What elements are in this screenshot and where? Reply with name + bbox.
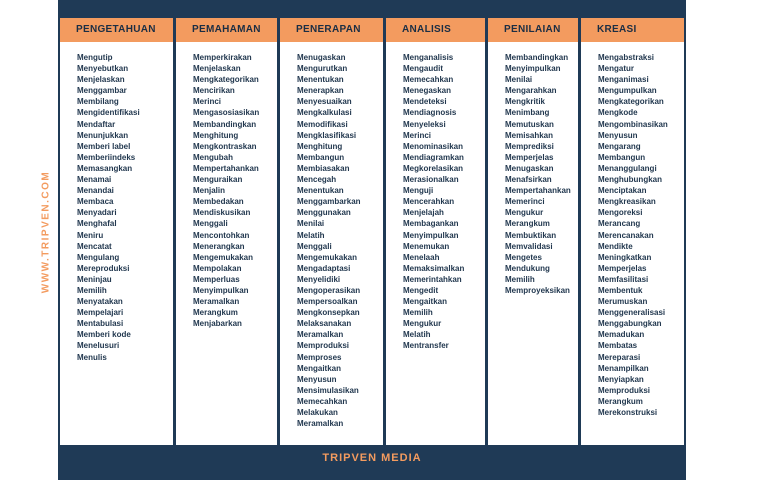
list-item: Menafsirkan — [505, 175, 552, 185]
list-item: Mencontohkan — [193, 230, 250, 240]
list-item: Mentransfer — [403, 341, 449, 351]
list-item: Memodifikasi — [297, 119, 348, 129]
list-item: Mengaitkan — [403, 297, 448, 307]
column-penilaian — [488, 18, 578, 445]
list-item: Menandai — [77, 186, 114, 196]
list-item: Menyusun — [297, 374, 337, 384]
list-item: Memilih — [77, 285, 107, 295]
list-item: Menyiapkan — [598, 374, 644, 384]
list-item: Mencerahkan — [403, 197, 455, 207]
list-item: Mendiagnosis — [403, 108, 457, 118]
list-item: Mengoreksi — [598, 208, 643, 218]
list-item: Menyebutkan — [77, 64, 129, 74]
list-item: Mengkategorikan — [598, 97, 664, 107]
list-item: Menghubungkan — [598, 175, 662, 185]
list-item: Menganalisis — [403, 53, 454, 62]
list-item: Menugaskan — [297, 53, 346, 62]
list-item: Merekonstruksi — [598, 408, 658, 417]
list-item: Mengkritik — [505, 97, 546, 107]
list-item: Mengkategorikan — [193, 75, 259, 85]
list-item: Mengedit — [403, 285, 439, 295]
list-item: Memproduksi — [297, 341, 350, 351]
list-item: Megkorelasikan — [403, 163, 464, 173]
list-item: Meramalkan — [193, 297, 240, 307]
list-item: Mengarahkan — [505, 86, 557, 96]
list-item: Mendeteksi — [403, 97, 447, 107]
column-header: KREASI — [581, 18, 684, 42]
list-item: Mentabulasi — [77, 319, 124, 329]
list-item: Mengoperasikan — [297, 285, 361, 295]
column-header: ANALISIS — [386, 18, 485, 42]
list-item: Mengasosiasikan — [193, 108, 260, 118]
list-item: Mengklasifikasi — [297, 130, 357, 140]
list-item: Menampilkan — [598, 363, 649, 373]
verb-list — [581, 42, 684, 418]
list-item: Melaksanakan — [297, 319, 352, 329]
list-item: Merangkum — [598, 396, 643, 406]
list-item: Memerinci — [505, 197, 545, 207]
list-item: Memutuskan — [505, 119, 554, 129]
column-header: PENILAIAN — [488, 18, 578, 42]
list-item: Memperkirakan — [193, 53, 252, 62]
list-item: Memerintahkan — [403, 274, 462, 284]
list-item: Memilih — [505, 274, 535, 284]
list-item: Menulis — [77, 352, 107, 362]
list-item: Menamai — [77, 175, 112, 185]
list-item: Merancang — [598, 219, 641, 229]
list-item: Meniru — [77, 230, 104, 240]
list-item: Memberi kode — [77, 330, 131, 340]
list-item: Merinci — [403, 130, 432, 140]
list-item: Meningkatkan — [598, 252, 652, 262]
list-item: Memperjelas — [598, 263, 647, 273]
list-item: Menanggulangi — [598, 163, 657, 173]
list-item: Mengkreasikan — [598, 197, 656, 207]
list-item: Membangun — [297, 152, 345, 162]
list-item: Membiasakan — [297, 163, 350, 173]
list-item: Menghitung — [193, 130, 239, 140]
list-item: Mempersoalkan — [297, 297, 358, 307]
list-item: Menjalin — [193, 186, 226, 196]
list-item: Menimbang — [505, 108, 550, 118]
list-item: Memecahkan — [403, 75, 454, 85]
list-item: Menyimpulkan — [505, 64, 561, 74]
list-item: Menilai — [505, 75, 533, 85]
list-item: Meninjau — [77, 274, 112, 284]
list-item: Mengidentifikasi — [77, 108, 140, 118]
list-item: Menggali — [193, 219, 228, 229]
list-item: Menggabungkan — [598, 319, 662, 329]
column-header: PEMAHAMAN — [176, 18, 277, 42]
column-header: PENERAPAN — [280, 18, 383, 42]
list-item: Menilai — [297, 219, 325, 229]
list-item: Mendukung — [505, 263, 550, 273]
list-item: Mengetes — [505, 252, 542, 262]
list-item: Meramalkan — [297, 330, 344, 340]
list-item: Menyusun — [598, 130, 638, 140]
list-item: Menghitung — [297, 141, 343, 151]
list-item: Mencirikan — [193, 86, 235, 96]
list-item: Memadukan — [598, 330, 645, 340]
list-item: Menyadari — [77, 208, 117, 218]
list-item: Mengkalkulasi — [297, 108, 352, 118]
list-item: Memprediksi — [505, 141, 554, 151]
list-item: Melakukan — [297, 408, 338, 417]
list-item: Menyimpulkan — [193, 285, 249, 295]
list-item: Menerapkan — [297, 86, 344, 96]
list-item: Menyeleksi — [403, 119, 446, 129]
list-item: Menunjukkan — [77, 130, 129, 140]
list-item: Memproduksi — [598, 385, 651, 395]
list-item: Membaca — [77, 197, 114, 207]
list-item: Membedakan — [193, 197, 244, 207]
column-pengetahuan — [60, 18, 173, 445]
list-item: Menyatakan — [77, 297, 123, 307]
column-header: PENGETAHUAN — [60, 18, 173, 42]
list-item: Mensimulasikan — [297, 385, 359, 395]
list-item: Mendikte — [598, 241, 633, 251]
list-item: Memasangkan — [77, 163, 133, 173]
list-item: Memberiindeks — [77, 152, 136, 162]
list-item: Memproses — [297, 352, 342, 362]
verb-list — [488, 42, 578, 296]
list-item: Memisahkan — [505, 130, 554, 140]
website-url-vertical: WWW.TRIPVEN.COM — [40, 170, 52, 294]
list-item: Memecahkan — [297, 396, 348, 406]
list-item: Melatih — [403, 330, 431, 340]
list-item: Mengarang — [598, 141, 641, 151]
list-item: Menggunakan — [297, 208, 351, 218]
list-item: Melatih — [297, 230, 325, 240]
list-item: Menentukan — [297, 75, 344, 85]
list-item: Mengabstraksi — [598, 53, 655, 62]
list-item: Mengukur — [505, 208, 544, 218]
list-item: Menghafal — [77, 219, 117, 229]
list-item: Mengemukakan — [297, 252, 358, 262]
list-item: Mendiagramkan — [403, 152, 464, 162]
footer-brand: TRIPVEN MEDIA — [322, 452, 422, 464]
list-item: Menominasikan — [403, 141, 464, 151]
column-penerapan — [280, 18, 383, 445]
list-item: Memproyeksikan — [505, 285, 570, 295]
list-item: Menyesuaikan — [297, 97, 352, 107]
list-item: Mengaudit — [403, 64, 443, 74]
list-item: Menemukan — [403, 241, 450, 251]
list-item: Memaksimalkan — [403, 263, 465, 273]
list-item: Memilih — [403, 308, 433, 318]
list-item: Menganimasi — [598, 75, 649, 85]
column-kreasi — [581, 18, 684, 445]
list-item: Menyelidiki — [297, 274, 341, 284]
list-item: Memberi label — [77, 141, 131, 151]
list-item: Membentuk — [598, 285, 643, 295]
list-item: Mengaitkan — [297, 363, 342, 373]
list-item: Menguji — [403, 186, 434, 196]
list-item: Mendaftar — [77, 119, 116, 129]
list-item: Merencanakan — [598, 230, 654, 240]
list-item: Mempelajari — [77, 308, 124, 318]
list-item: Menguraikan — [193, 175, 243, 185]
list-item: Merumuskan — [598, 297, 648, 307]
list-item: Menggambarkan — [297, 197, 361, 207]
list-item: Menelaah — [403, 252, 440, 262]
list-item: Mengkonsepkan — [297, 308, 360, 318]
list-item: Mempertahankan — [505, 186, 571, 196]
list-item: Membandingkan — [505, 53, 569, 62]
list-item: Membilang — [77, 97, 119, 107]
verb-list — [176, 42, 277, 329]
list-item: Menerangkan — [193, 241, 245, 251]
list-item: Mendiskusikan — [193, 208, 251, 218]
list-item: Mengkontraskan — [193, 141, 257, 151]
list-item: Merangkum — [193, 308, 238, 318]
list-item: Merinci — [193, 97, 222, 107]
verb-list — [280, 42, 383, 429]
list-item: Menjelaskan — [193, 64, 241, 74]
list-item: Mengemukakan — [193, 252, 254, 262]
list-item: Mencatat — [77, 241, 112, 251]
list-item: Mereparasi — [598, 352, 641, 362]
list-item: Mengombinasikan — [598, 119, 668, 129]
list-item: Mengulang — [77, 252, 120, 262]
list-item: Menugaskan — [505, 163, 554, 173]
list-item: Memperluas — [193, 274, 240, 284]
list-item: Mengutip — [77, 53, 113, 62]
list-item: Mengadaptasi — [297, 263, 351, 273]
list-item: Menentukan — [297, 186, 344, 196]
list-item: Mencegah — [297, 175, 337, 185]
list-item: Menjabarkan — [193, 319, 242, 329]
list-item: Mereproduksi — [77, 263, 130, 273]
list-item: Mengatur — [598, 64, 634, 74]
list-item: Mengubah — [193, 152, 233, 162]
list-item: Memfasilitasi — [598, 274, 649, 284]
list-item: Mengukur — [403, 319, 442, 329]
list-item: Menjelaskan — [77, 75, 125, 85]
list-item: Mengurutkan — [297, 64, 348, 74]
list-item: Merangkum — [505, 219, 550, 229]
list-item: Membagankan — [403, 219, 459, 229]
list-item: Menggeneralisasi — [598, 308, 666, 318]
list-item: Menjelajah — [403, 208, 444, 218]
list-item: Membangun — [598, 152, 646, 162]
list-item: Membandingkan — [193, 119, 257, 129]
verb-list — [386, 42, 485, 352]
list-item: Mengumpulkan — [598, 86, 657, 96]
list-item: Memperjelas — [505, 152, 554, 162]
list-item: Mempolakan — [193, 263, 242, 273]
list-item: Menggali — [297, 241, 332, 251]
column-analisis — [386, 18, 485, 445]
list-item: Membatas — [598, 341, 638, 351]
column-pemahaman — [176, 18, 277, 445]
list-item: Merasionalkan — [403, 175, 459, 185]
list-item: Menyimpulkan — [403, 230, 459, 240]
list-item: Meramalkan — [297, 419, 344, 429]
list-item: Menelusuri — [77, 341, 120, 351]
list-item: Membuktikan — [505, 230, 557, 240]
list-item: Menegaskan — [403, 86, 452, 96]
list-item: Mempertahankan — [193, 163, 259, 173]
list-item: Menciptakan — [598, 186, 647, 196]
list-item: Mengkode — [598, 108, 638, 118]
list-item: Memvalidasi — [505, 241, 553, 251]
list-item: Menggambar — [77, 86, 127, 96]
verb-list — [60, 42, 173, 363]
